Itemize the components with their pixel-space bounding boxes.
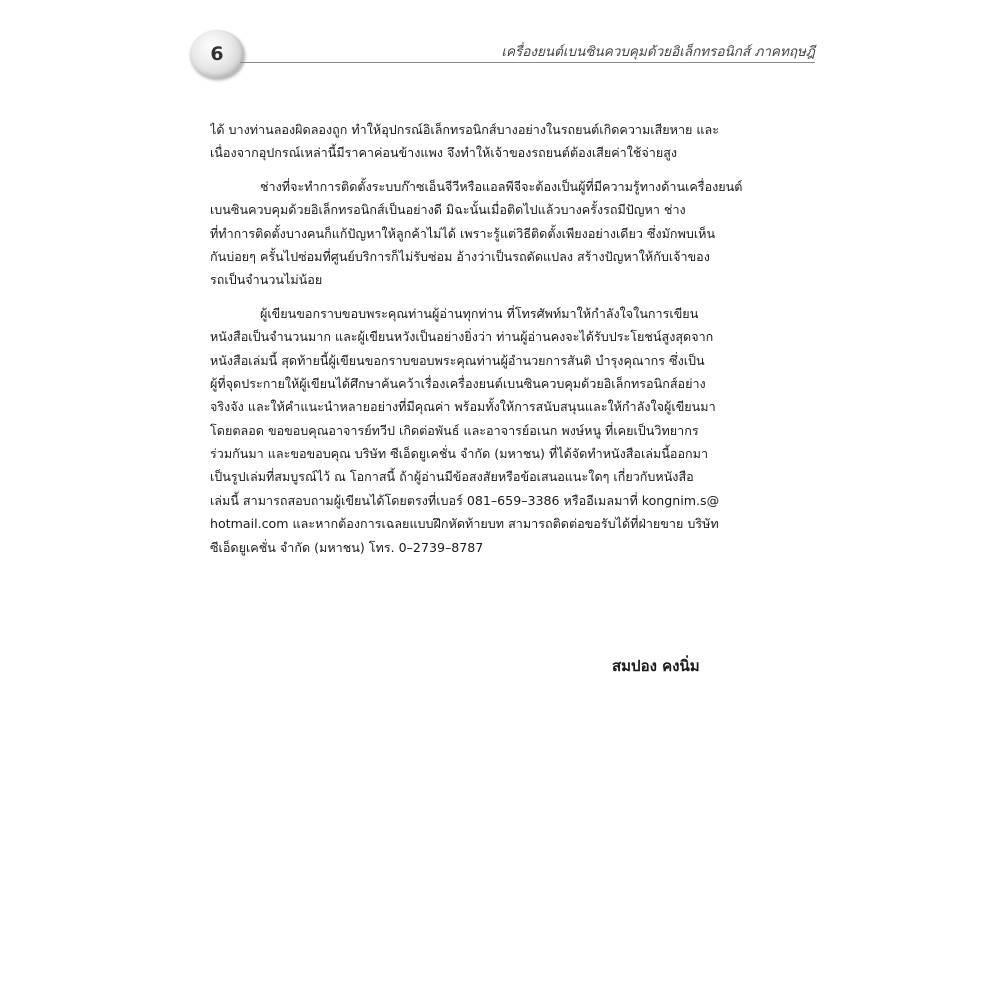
paragraph <box>210 118 790 165</box>
text-line: โดยตลอด ขอขอบคุณอาจารย์ทวีป เกิดต่อพันธ์ และอาจารย์อเนก พงษ์หนู ที่เคยเป็นวิทยากร <box>210 422 699 438</box>
text-line: รถเป็นจำนวนไม่น้อย <box>210 272 323 288</box>
text-line: ผู้ที่จุดประกายให้ผู้เขียนได้ศึกษาค้นคว้าเรื่องเครื่องยนต์เบนซินควบคุมด้วยอิเล็กทรอนิกส์อย่าง <box>210 375 706 391</box>
text-line: ซีเอ็ดยูเคชั่น จำกัด (มหาชน) โทร. 0–2739–8787 <box>210 539 484 555</box>
author-signature: สมปอง คงนิ่ม <box>612 657 700 675</box>
text-line: เป็นรูปเล่มที่สมบูรณ์ไว้ ณ โอกาสนี้ ถ้าผู้อ่านมีข้อสงสัยหรือข้อเสนอแนะใดๆ เกี่ยวกับหนังสือ <box>210 469 694 485</box>
running-title: เครื่องยนต์เบนซินควบคุมด้วยอิเล็กทรอนิกส์ ภาคทฤษฎี <box>501 44 815 60</box>
text-line: hotmail.com และหากต้องการเฉลยแบบฝึกหัดท้ายบท สามารถติดต่อขอรับได้ที่ฝ่ายขาย บริษัท <box>210 516 719 532</box>
paragraph <box>210 175 790 292</box>
text-line: ช่างที่จะทำการติดตั้งระบบก๊าซเอ็นจีวีหรือแอลพีจีจะต้องเป็นผู้ที่มีความรู้ทางด้านเครื่องยนต์ <box>260 178 743 194</box>
text-line: เบนซินควบคุมด้วยอิเล็กทรอนิกส์เป็นอย่างดี มิฉะนั้นเมื่อติดไปแล้วบางครั้งรถมีปัญหา ช่าง <box>210 202 686 218</box>
text-line: ที่ทำการติดตั้งบางคนก็แก้ปัญหาให้ลูกค้าไม่ได้ เพราะรู้แต่วิธีติดตั้งเพียงอย่างเดียว ซึ่งมักพบเห็น <box>210 225 716 241</box>
text-line: เนื่องจากอุปกรณ์เหล่านี้มีราคาค่อนข้างแพง จึงทำให้เจ้าของรถยนต์ต้องเสียค่าใช้จ่ายสูง <box>210 145 678 161</box>
paragraph <box>210 302 790 559</box>
header-rule <box>240 62 815 63</box>
page-number: 6 <box>210 43 224 65</box>
text-line: หนังสือเป็นจำนวนมาก และผู้เขียนหวังเป็นอย่างยิ่งว่า ท่านผู้อ่านคงจะได้รับประโยชน์สูงสุดจาก <box>210 329 714 345</box>
text-line: กันบ่อยๆ ครั้นไปซ่อมที่ศูนย์บริการก็ไม่รับซ่อม อ้างว่าเป็นรถดัดแปลง สร้างปัญหาให้กับเจ้าของ <box>210 248 710 264</box>
text-line: หนังสือเล่มนี้ สุดท้ายนี้ผู้เขียนขอกราบขอบพระคุณท่านผู้อำนวยการสันติ บำรุงคุณากร ซึ่งเป็น <box>210 352 705 368</box>
text-line: ได้ บางท่านลองผิดลองถูก ทำให้อุปกรณ์อิเล็กทรอนิกส์บางอย่างในรถยนต์เกิดความเสียหาย และ <box>210 122 719 137</box>
text-line: ร่วมกันมา และขอขอบคุณ บริษัท ซีเอ็ดยูเคชั่น จำกัด (มหาชน) ที่ได้จัดทำหนังสือเล่มนี้ออกมา <box>210 446 709 462</box>
preface-body <box>210 118 790 559</box>
text-line: จริงจัง และให้คำแนะนำหลายอย่างที่มีคุณค่า พร้อมทั้งให้การสนับสนุนและให้กำลังใจผู้เขียนมา <box>210 399 716 415</box>
page-number-badge <box>190 30 244 78</box>
text-line: ผู้เขียนขอกราบขอบพระคุณท่านผู้อ่านทุกท่าน ที่โทรศัพท์มาให้กำลังใจในการเขียน <box>260 305 699 321</box>
text-line: เล่มนี้ สามารถสอบถามผู้เขียนได้โดยตรงที่เบอร์ 081–659–3386 หรืออีเมลมาที่ kongnim.s@ <box>210 492 720 508</box>
